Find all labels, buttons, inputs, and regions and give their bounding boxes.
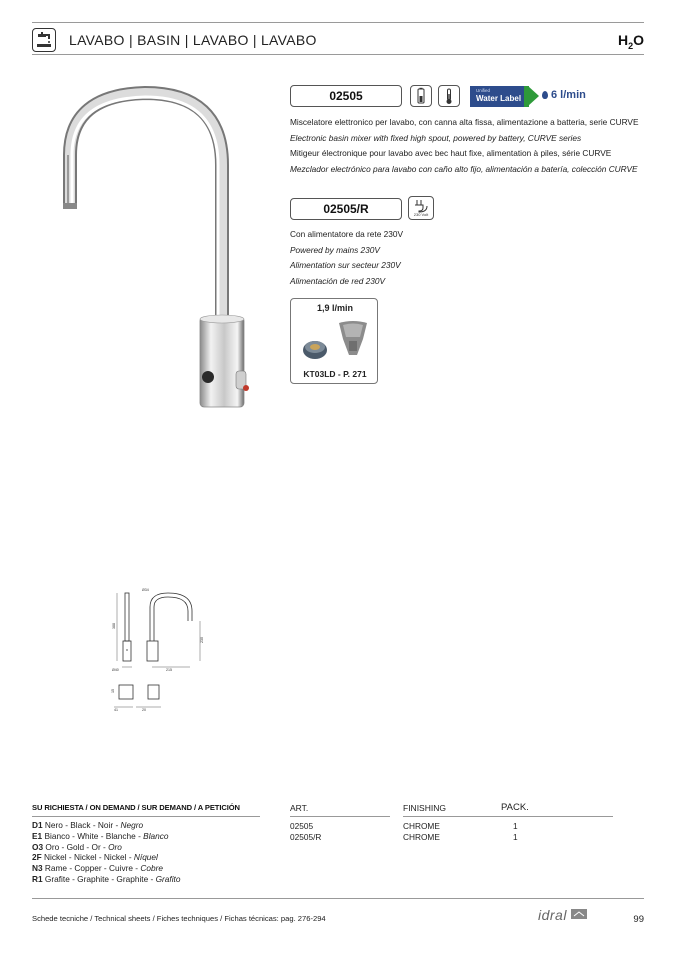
thermometer-icon [438, 85, 460, 107]
svg-text:230: 230 [200, 637, 204, 643]
battery-icon [410, 85, 432, 107]
product1-description: Miscelatore elettronico per lavabo, con canna alta fissa, alimentazione a batteria, serie CURVE Electronic basin mixer with fixed high spout, powered by battery, CURVE series Mitigeur électronique pour lavabo avec bec haut fixe, alimentation à piles, série CURVE Mezclador electrónico para lavabo con caño alto fijo, alimentación a batería, colección CURVE [290, 117, 639, 174]
page-title: LAVABO | BASIN | LAVABO | LAVABO [69, 32, 317, 48]
idral-logo: idral [538, 907, 587, 925]
aerator-flow: 1,9 l/min [316, 303, 353, 313]
product-code-02505: 02505 [290, 85, 402, 107]
finish-option: O3 Oro - Gold - Or - Oro [32, 841, 122, 852]
table-cell-pack: 1 [513, 821, 518, 831]
faucet-photo [50, 85, 260, 415]
basin-tap-icon [32, 28, 56, 52]
svg-text:388: 388 [112, 623, 116, 629]
on-demand-heading: SU RICHIESTA / ON DEMAND / SUR DEMAND / A PETICIÓN [32, 803, 240, 812]
col-art: ART. [290, 803, 309, 813]
table-rule [290, 816, 390, 817]
table-cell-art: 02505 [290, 821, 314, 831]
finish-option: R1 Grafite - Graphite - Graphite - Grafito [32, 873, 181, 884]
flow-rate: 6 l/min [551, 89, 586, 101]
on-demand-list [32, 820, 180, 885]
product2-description: Con alimentatore da rete 230V Powered by mains 230V Alimentation sur secteur 230V Alimentación de red 230V [290, 229, 404, 286]
finish-option: N3 Rame - Copper - Cuivre - Cobre [32, 863, 163, 874]
col-pack: PACK. [501, 802, 529, 813]
technical-drawing [106, 585, 214, 715]
aerator-photo [297, 317, 373, 367]
water-label-badge: Unified Water Label 6 l/min [470, 86, 600, 107]
table-cell-finishing: CHROME [403, 832, 440, 842]
finish-option: 2F Nickel - Nickel - Nickel - Níquel [32, 852, 158, 863]
table-cell-pack: 1 [513, 832, 518, 842]
svg-text:41: 41 [114, 708, 118, 712]
h2o-mark: $H_2O$ [617, 32, 644, 51]
on-demand-rule [32, 816, 260, 817]
footer-technical-sheets: Schede tecniche / Technical sheets / Fiches techniques / Fichas técnicas: pag. 276-294 [32, 914, 326, 923]
water-drop-icon [542, 91, 548, 99]
footer-rule [32, 898, 644, 899]
table-rule [403, 816, 613, 817]
svg-text:Ø40: Ø40 [112, 668, 119, 672]
aerator-ref: KT03LD - P. 271 [303, 369, 367, 379]
finish-option: D1 Nero - Black - Noir - Negro [32, 820, 144, 830]
svg-text:15: 15 [111, 689, 115, 693]
col-finishing: FINISHING [403, 803, 446, 813]
page-number: 99 [633, 914, 644, 925]
table-cell-finishing: CHROME [403, 821, 440, 831]
header-top-rule [32, 22, 644, 23]
finish-option: E1 Bianco - White - Blanche - Blanco [32, 830, 169, 841]
product-code-02505-r: 02505/R [290, 198, 402, 220]
header-bottom-rule [32, 54, 644, 55]
mains-plug-icon: 230 Volt [408, 196, 434, 220]
svg-text:Ø34: Ø34 [142, 588, 149, 592]
table-cell-art: 02505/R [290, 832, 322, 842]
aerator-box [290, 298, 378, 384]
svg-text:215: 215 [166, 668, 172, 672]
svg-text:20: 20 [142, 708, 146, 712]
